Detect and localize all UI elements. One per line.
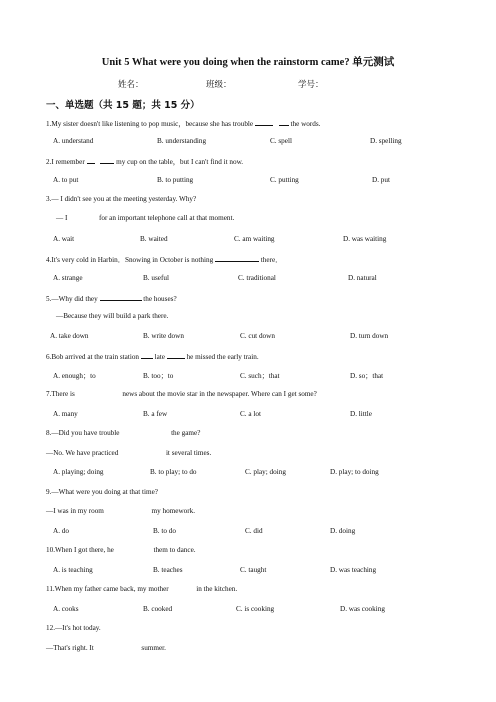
question-9-stem: 9.—What were you doing at that time? [46,488,158,496]
option-a: A. strange [53,274,83,282]
answer-blank [100,156,114,164]
answer-blank [255,118,273,126]
question-11-stem: 11.When my father came back, my mother in the kitchen. [46,585,238,593]
question-12-reply: —That's right. It summer. [46,644,166,652]
option-b: B. write down [143,332,184,340]
answer-blank [87,156,95,164]
answer-blank [215,254,259,262]
answer-blank [167,351,185,359]
option-a: A. wait [53,235,75,243]
question-8-stem: 8.—Did you have trouble the game? [46,429,201,437]
option-c: C. is cooking [236,605,275,613]
option-b: B. useful [143,274,169,282]
question-5-stem: 5.—Why did they the houses? [46,295,177,303]
id-field-label: 学号： [298,79,324,89]
answer-blank [279,118,289,126]
question-4-stem: 4.It's very cold in Harbin．Snowing in October is nothing there． [46,256,283,264]
page-title: Unit 5 What were you doing when the rainstorm came? 单元测试 [101,57,395,68]
option-d: D. was teaching [330,566,377,574]
option-c: C. taught [240,566,267,574]
option-a: A. do [53,527,69,535]
option-d: D. was waiting [343,235,387,243]
option-a: A. many [53,410,78,418]
answer-blank [100,293,142,301]
option-b: B. waited [140,235,168,243]
option-c: C. did [245,527,263,535]
option-d: D. was cooking [340,605,385,613]
option-b: B. to do [153,527,176,535]
option-b: B. a few [143,410,168,418]
option-a: A. understand [53,137,94,145]
option-c: C. am waiting [234,235,275,243]
option-c: C. a lot [240,410,261,418]
option-a: A. cooks [53,605,79,613]
question-10-stem: 10.When I got there, he them to dance. [46,546,196,554]
option-c: C. putting [270,176,299,184]
option-b: B. understanding [157,137,207,145]
name-field-label: 姓名： [118,79,144,89]
option-a: A. enough；to [53,372,96,380]
option-c: C. play; doing [245,468,286,476]
question-8-reply: —No. We have practiced it several times. [46,449,212,457]
answer-blank [141,351,153,359]
option-d: D. put [372,176,390,184]
option-d: D. little [350,410,372,418]
question-12-stem: 12.—It's hot today. [46,624,101,632]
option-d: D. turn down [350,332,389,340]
option-b: B. teaches [153,566,183,574]
question-9-reply: —I was in my room my homework. [46,507,196,515]
option-a: A. to put [53,176,79,184]
option-b: B. too；to [143,372,174,380]
option-c: C. such；that [240,372,280,380]
question-2-stem: 2.I remember my cup on the table，but I can't find it now. [46,158,244,166]
option-a: A. take down [50,332,89,340]
option-d: D. doing [330,527,356,535]
option-c: C. cut down [240,332,275,340]
question-6-stem: 6.Bob arrived at the train station late he missed the early train. [46,353,259,361]
option-c: C. spell [270,137,292,145]
question-5-reply: —Because they will build a park there. [56,312,169,320]
option-d: D. so；that [350,372,384,380]
question-1-stem: 1.My sister doesn't like listening to pop music，because she has trouble the words. [46,120,321,128]
option-a: A. playing; doing [53,468,104,476]
option-d: D. natural [348,274,377,282]
option-d: D. spelling [370,137,402,145]
class-field-label: 班级： [206,79,232,89]
option-b: B. cooked [143,605,173,613]
option-b: B. to play; to do [150,468,197,476]
option-b: B. to putting [157,176,194,184]
option-d: D. play; to doing [330,468,379,476]
section-heading: 一、单选题（共 15 题；共 15 分） [46,100,200,111]
question-3-reply: — I for an important telephone call at that moment. [56,214,235,222]
option-a: A. is teaching [53,566,93,574]
question-7-stem: 7.There is news about the movie star in the newspaper. Where can I get some? [46,390,317,398]
option-c: C. traditional [238,274,276,282]
question-3-stem: 3.— I didn't see you at the meeting yesterday. Why? [46,195,197,203]
